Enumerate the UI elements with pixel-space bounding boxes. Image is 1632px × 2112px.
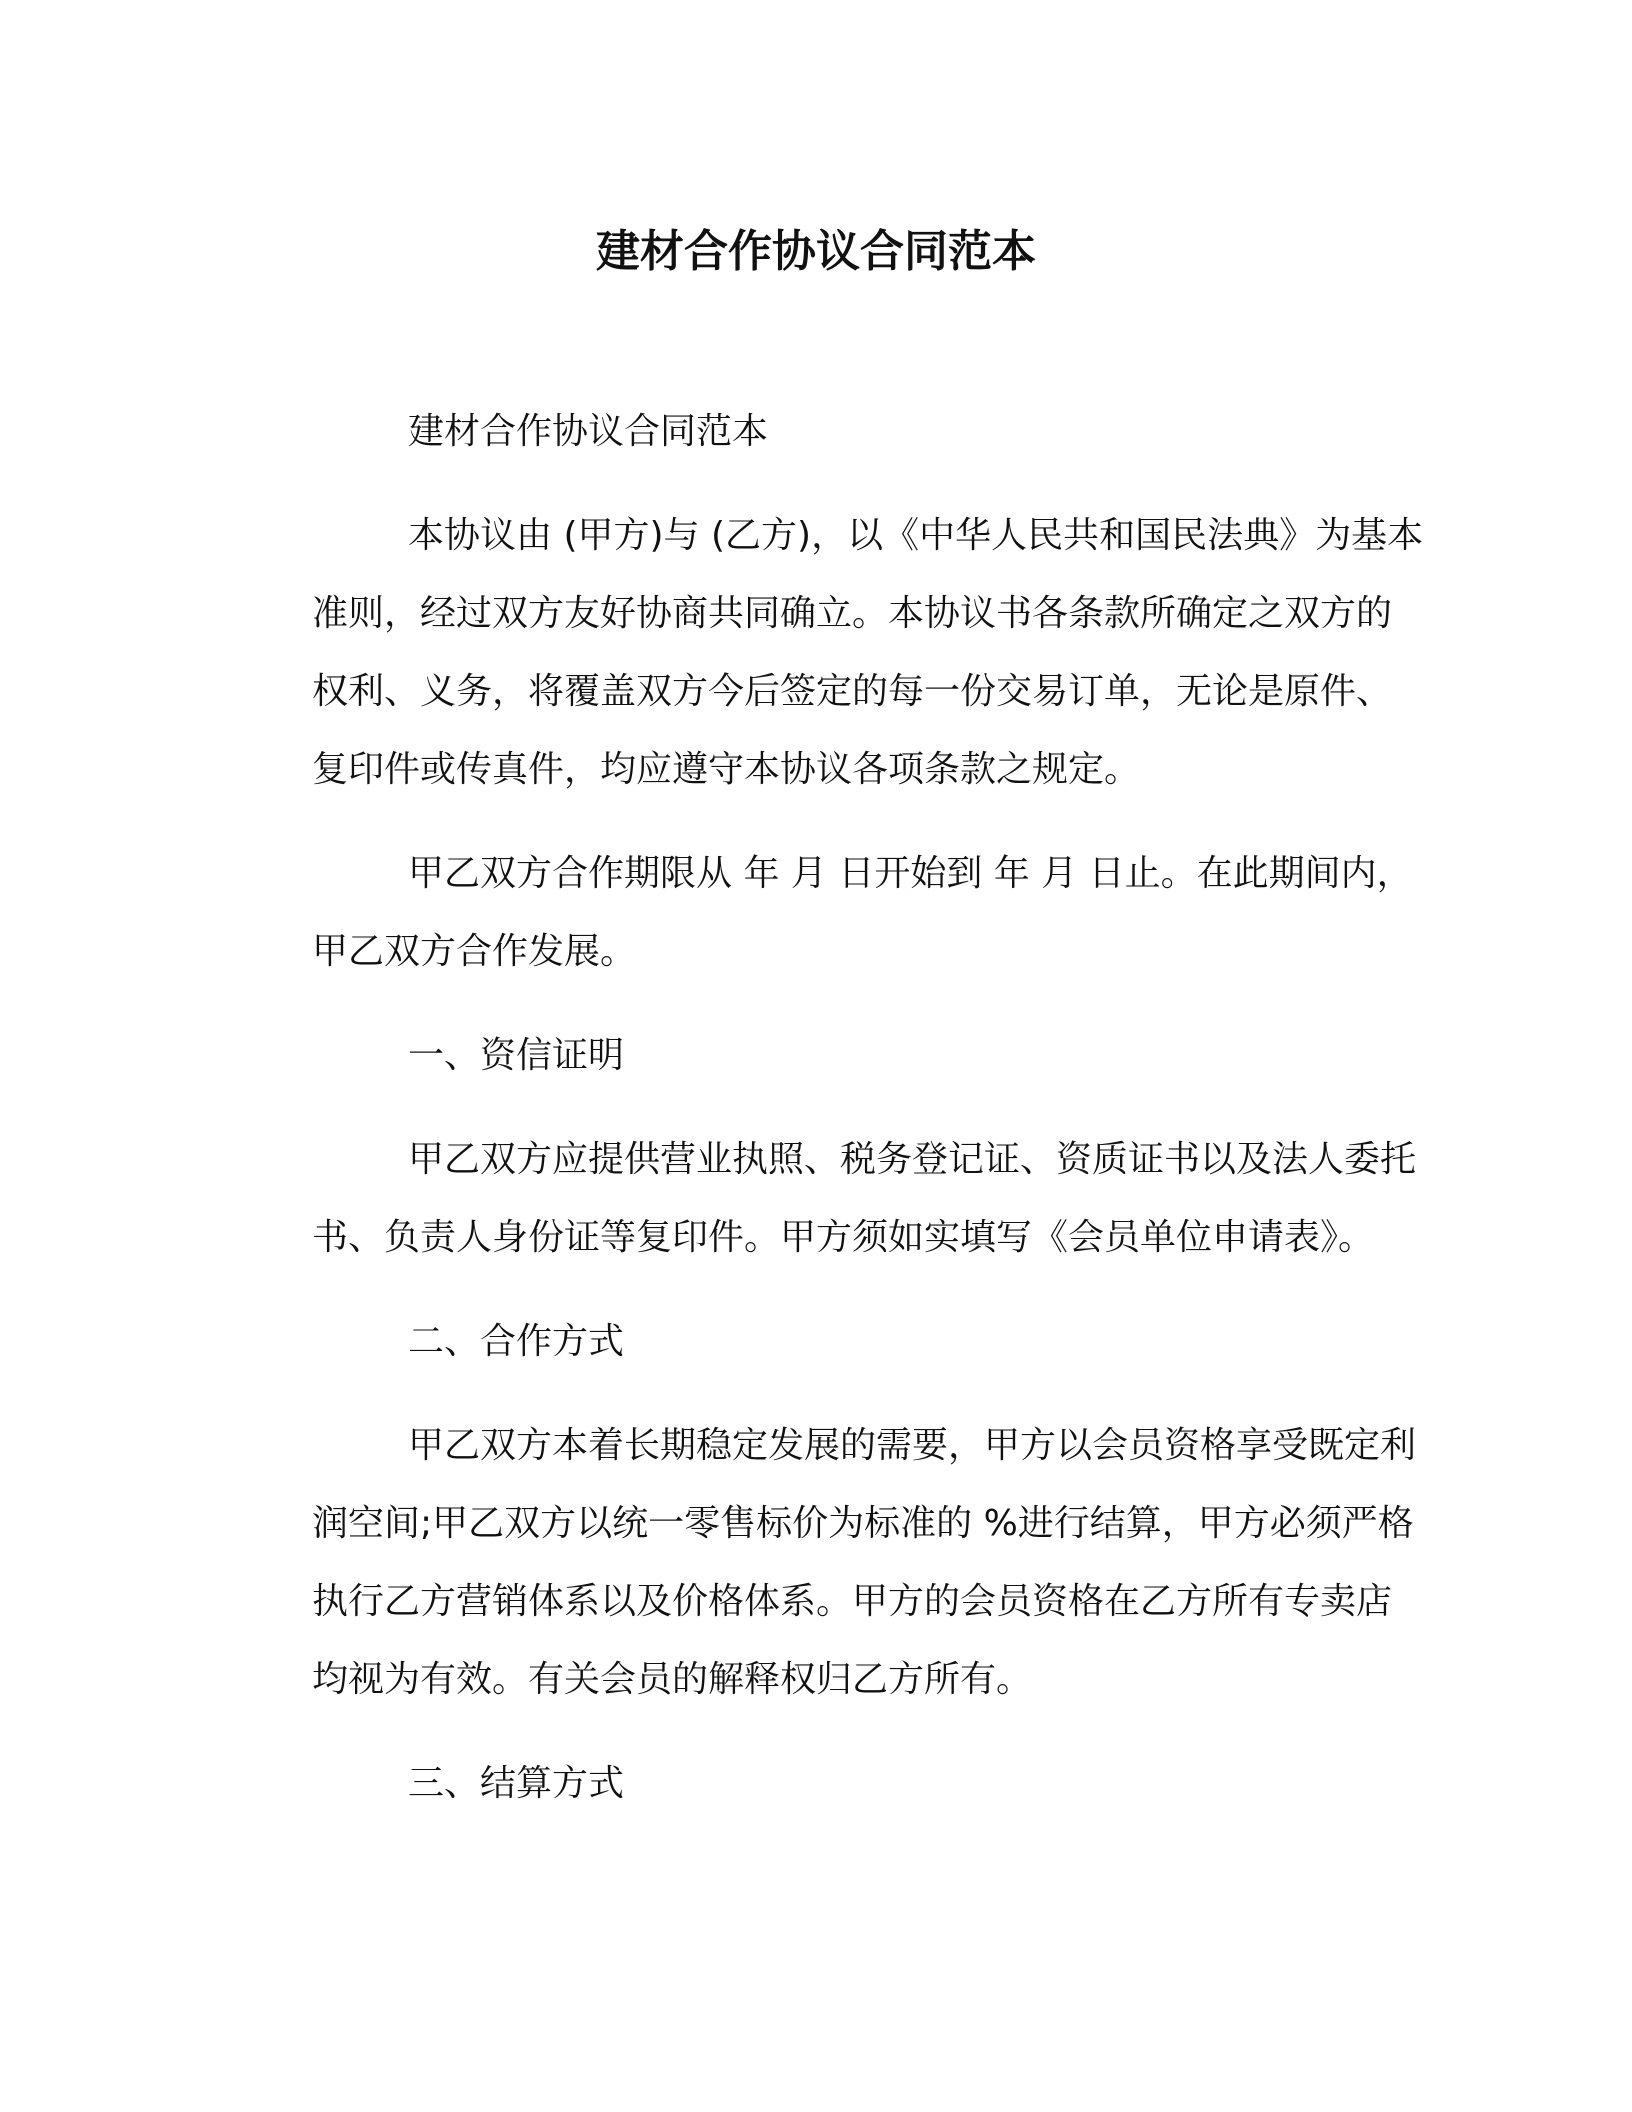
paragraph-line: 复印件或传真件，均应遵守本协议各项条款之规定。 — [312, 749, 1141, 790]
paragraph-line: 甲乙双方合作发展。 — [312, 931, 637, 972]
section-heading-1 — [240, 1017, 1390, 1095]
cooperation-paragraph — [240, 1407, 1417, 1719]
paragraph-line: 执行乙方营销体系以及价格体系。甲方的会员资格在乙方所有专卖店 — [312, 1581, 1393, 1622]
paragraph-line: 均视为有效。有关会员的解释权归乙方所有。 — [312, 1659, 1033, 1700]
section-heading-text: 三、结算方式 — [408, 1763, 625, 1804]
section-heading-text: 二、合作方式 — [408, 1321, 625, 1362]
paragraph-line: 建材合作协议合同范本 — [408, 411, 769, 452]
paragraph-line: 准则，经过双方友好协商共同确立。本协议书各条款所确定之双方的 — [312, 593, 1393, 634]
document-title: 建材合作协议合同范本 — [596, 226, 1036, 277]
section-heading-2 — [240, 1303, 1390, 1381]
paragraph-line: 润空间;甲乙双方以统一零售标价为标准的 %进行结算，甲方必须严格 — [312, 1503, 1414, 1544]
paragraph-line: 甲乙双方合作期限从 年 月 日开始到 年 月 日止。在此期间内， — [408, 853, 1413, 894]
paragraph-line: 甲乙双方本着长期稳定发展的需要，甲方以会员资格享受既定利 — [408, 1425, 1417, 1466]
subtitle-paragraph — [240, 393, 1390, 471]
preamble-paragraph — [240, 497, 1424, 809]
paragraph-line: 书、负责人身份证等复印件。甲方须如实填写《会员单位申请表》。 — [312, 1217, 1375, 1258]
paragraph-line: 甲乙双方应提供营业执照、税务登记证、资质证书以及法人委托 — [408, 1139, 1417, 1180]
paragraph-line: 本协议由 (甲方)与 (乙方)，以《中华人民共和国民法典》为基本 — [408, 515, 1424, 556]
paragraph-line: 权利、义务，将覆盖双方今后签定的每一份交易订单，无论是原件、 — [312, 671, 1393, 712]
section-heading-3 — [240, 1745, 1390, 1823]
term-paragraph — [240, 835, 1413, 991]
document-body — [240, 393, 1424, 1823]
credit-paragraph — [240, 1121, 1417, 1277]
section-heading-text: 一、资信证明 — [408, 1035, 625, 1076]
